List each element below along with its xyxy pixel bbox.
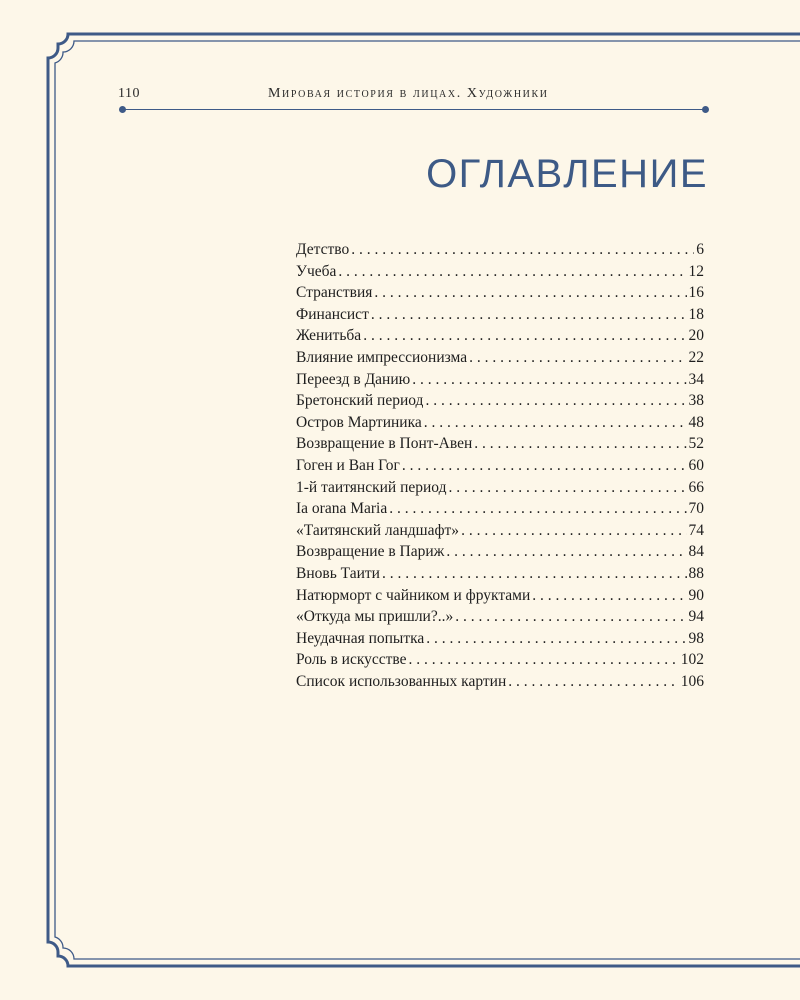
toc-entry-title: Вновь Таити — [296, 564, 380, 582]
toc-leader-dots — [532, 587, 686, 605]
toc-entry-page: 20 — [688, 327, 704, 345]
running-title: Мировая история в лицах. Художники — [268, 86, 549, 101]
toc-entry-title: «Откуда мы пришли?..» — [296, 608, 454, 626]
toc-entry-page: 74 — [688, 521, 704, 539]
toc-entry — [296, 457, 704, 479]
toc-entry-title: Бретонский период — [296, 392, 424, 410]
header-rule — [122, 109, 706, 110]
toc-entry-title: Переезд в Данию — [296, 370, 411, 388]
toc-entry — [296, 371, 704, 393]
toc-entry-title: «Таитянский ландшафт» — [296, 521, 460, 539]
toc-entry-page: 60 — [688, 456, 704, 474]
toc-entry — [296, 263, 704, 285]
toc-entry-title: Детство — [296, 241, 350, 258]
toc-title: ОГЛАВЛЕНИЕ — [426, 152, 708, 196]
toc-leader-dots — [382, 565, 687, 583]
toc-entry-title: Возвращение в Париж — [296, 543, 445, 561]
toc-entry-page: 98 — [688, 629, 704, 647]
toc-entry — [296, 479, 704, 501]
toc-entry — [296, 630, 704, 652]
toc-leader-dots — [374, 284, 686, 302]
toc-entry — [296, 500, 704, 522]
toc-leader-dots — [508, 673, 678, 691]
toc-entry — [296, 543, 704, 565]
toc-leader-dots — [449, 479, 687, 497]
toc-entry-page: 12 — [688, 262, 704, 280]
toc-leader-dots — [412, 371, 686, 389]
rule-dot-right — [702, 106, 709, 113]
toc-leader-dots — [424, 414, 687, 432]
toc-entry — [296, 241, 704, 263]
toc-leader-dots — [409, 651, 679, 669]
toc-entry-title: Натюрморт с чайником и фруктами — [296, 586, 531, 604]
toc-entry-page: 88 — [688, 564, 704, 582]
toc-entry-page: 48 — [688, 413, 704, 431]
toc-entry — [296, 651, 704, 673]
toc-leader-dots — [455, 608, 686, 626]
toc-entry-title: Влияние импрессионизма — [296, 348, 468, 366]
toc-leader-dots — [446, 543, 686, 561]
toc-entry-page: 102 — [680, 651, 704, 669]
toc-entry-page: 106 — [680, 672, 704, 690]
toc-entry-page: 94 — [688, 608, 704, 626]
toc-entry-title: 1-й таитянский период — [296, 478, 447, 496]
toc-entry-page: 90 — [688, 586, 704, 604]
toc-entry-page: 38 — [688, 392, 704, 410]
toc-entry-page: 18 — [688, 305, 704, 323]
toc-entry — [296, 435, 704, 457]
toc-entry-title: Женитьба — [296, 327, 362, 345]
toc-leader-dots — [351, 241, 694, 259]
toc-leader-dots — [425, 392, 686, 410]
toc-entry-title: Возвращение в Понт-Авен — [296, 435, 473, 453]
toc-entry — [296, 608, 704, 630]
toc-entry — [296, 587, 704, 609]
toc-leader-dots — [363, 327, 686, 345]
toc-entry — [296, 392, 704, 414]
toc-leader-dots — [469, 349, 686, 367]
toc-entry-title: Финансист — [296, 305, 369, 323]
toc-leader-dots — [338, 263, 686, 281]
toc-entry — [296, 414, 704, 436]
toc-entry — [296, 284, 704, 306]
toc-entry-title: Учеба — [296, 262, 337, 280]
toc-entry-page: 52 — [688, 435, 704, 453]
toc-entry-title: Список использованных картин — [296, 672, 507, 690]
toc-leader-dots — [371, 306, 687, 324]
toc-entry-page: 16 — [688, 284, 704, 302]
toc-entry-title: Роль в искусстве — [296, 651, 407, 669]
toc-entry-title: Неудачная попытка — [296, 629, 425, 647]
toc-entry-title: Странствия — [296, 284, 373, 302]
toc-entry — [296, 522, 704, 544]
toc-entry — [296, 673, 704, 695]
toc-leader-dots — [474, 435, 686, 453]
toc-entry — [296, 349, 704, 371]
toc-entry — [296, 565, 704, 587]
toc-entry-page: 6 — [696, 241, 704, 258]
toc-entry-page: 22 — [688, 348, 704, 366]
toc-leader-dots — [389, 500, 686, 518]
toc-entry-page: 84 — [688, 543, 704, 561]
toc-leader-dots — [461, 522, 686, 540]
rule-dot-left — [119, 106, 126, 113]
page-number: 110 — [118, 86, 140, 101]
toc-entry-title: Остров Мартиника — [296, 413, 422, 431]
toc-leader-dots — [426, 630, 686, 648]
toc-entry-title: Ia orana Maria — [296, 500, 388, 518]
table-of-contents — [296, 241, 704, 694]
toc-entry-page: 70 — [688, 500, 704, 518]
toc-entry-page: 34 — [688, 370, 704, 388]
toc-leader-dots — [402, 457, 687, 475]
toc-entry-title: Гоген и Ван Гог — [296, 456, 400, 474]
toc-entry — [296, 327, 704, 349]
toc-entry — [296, 306, 704, 328]
toc-entry-page: 66 — [688, 478, 704, 496]
